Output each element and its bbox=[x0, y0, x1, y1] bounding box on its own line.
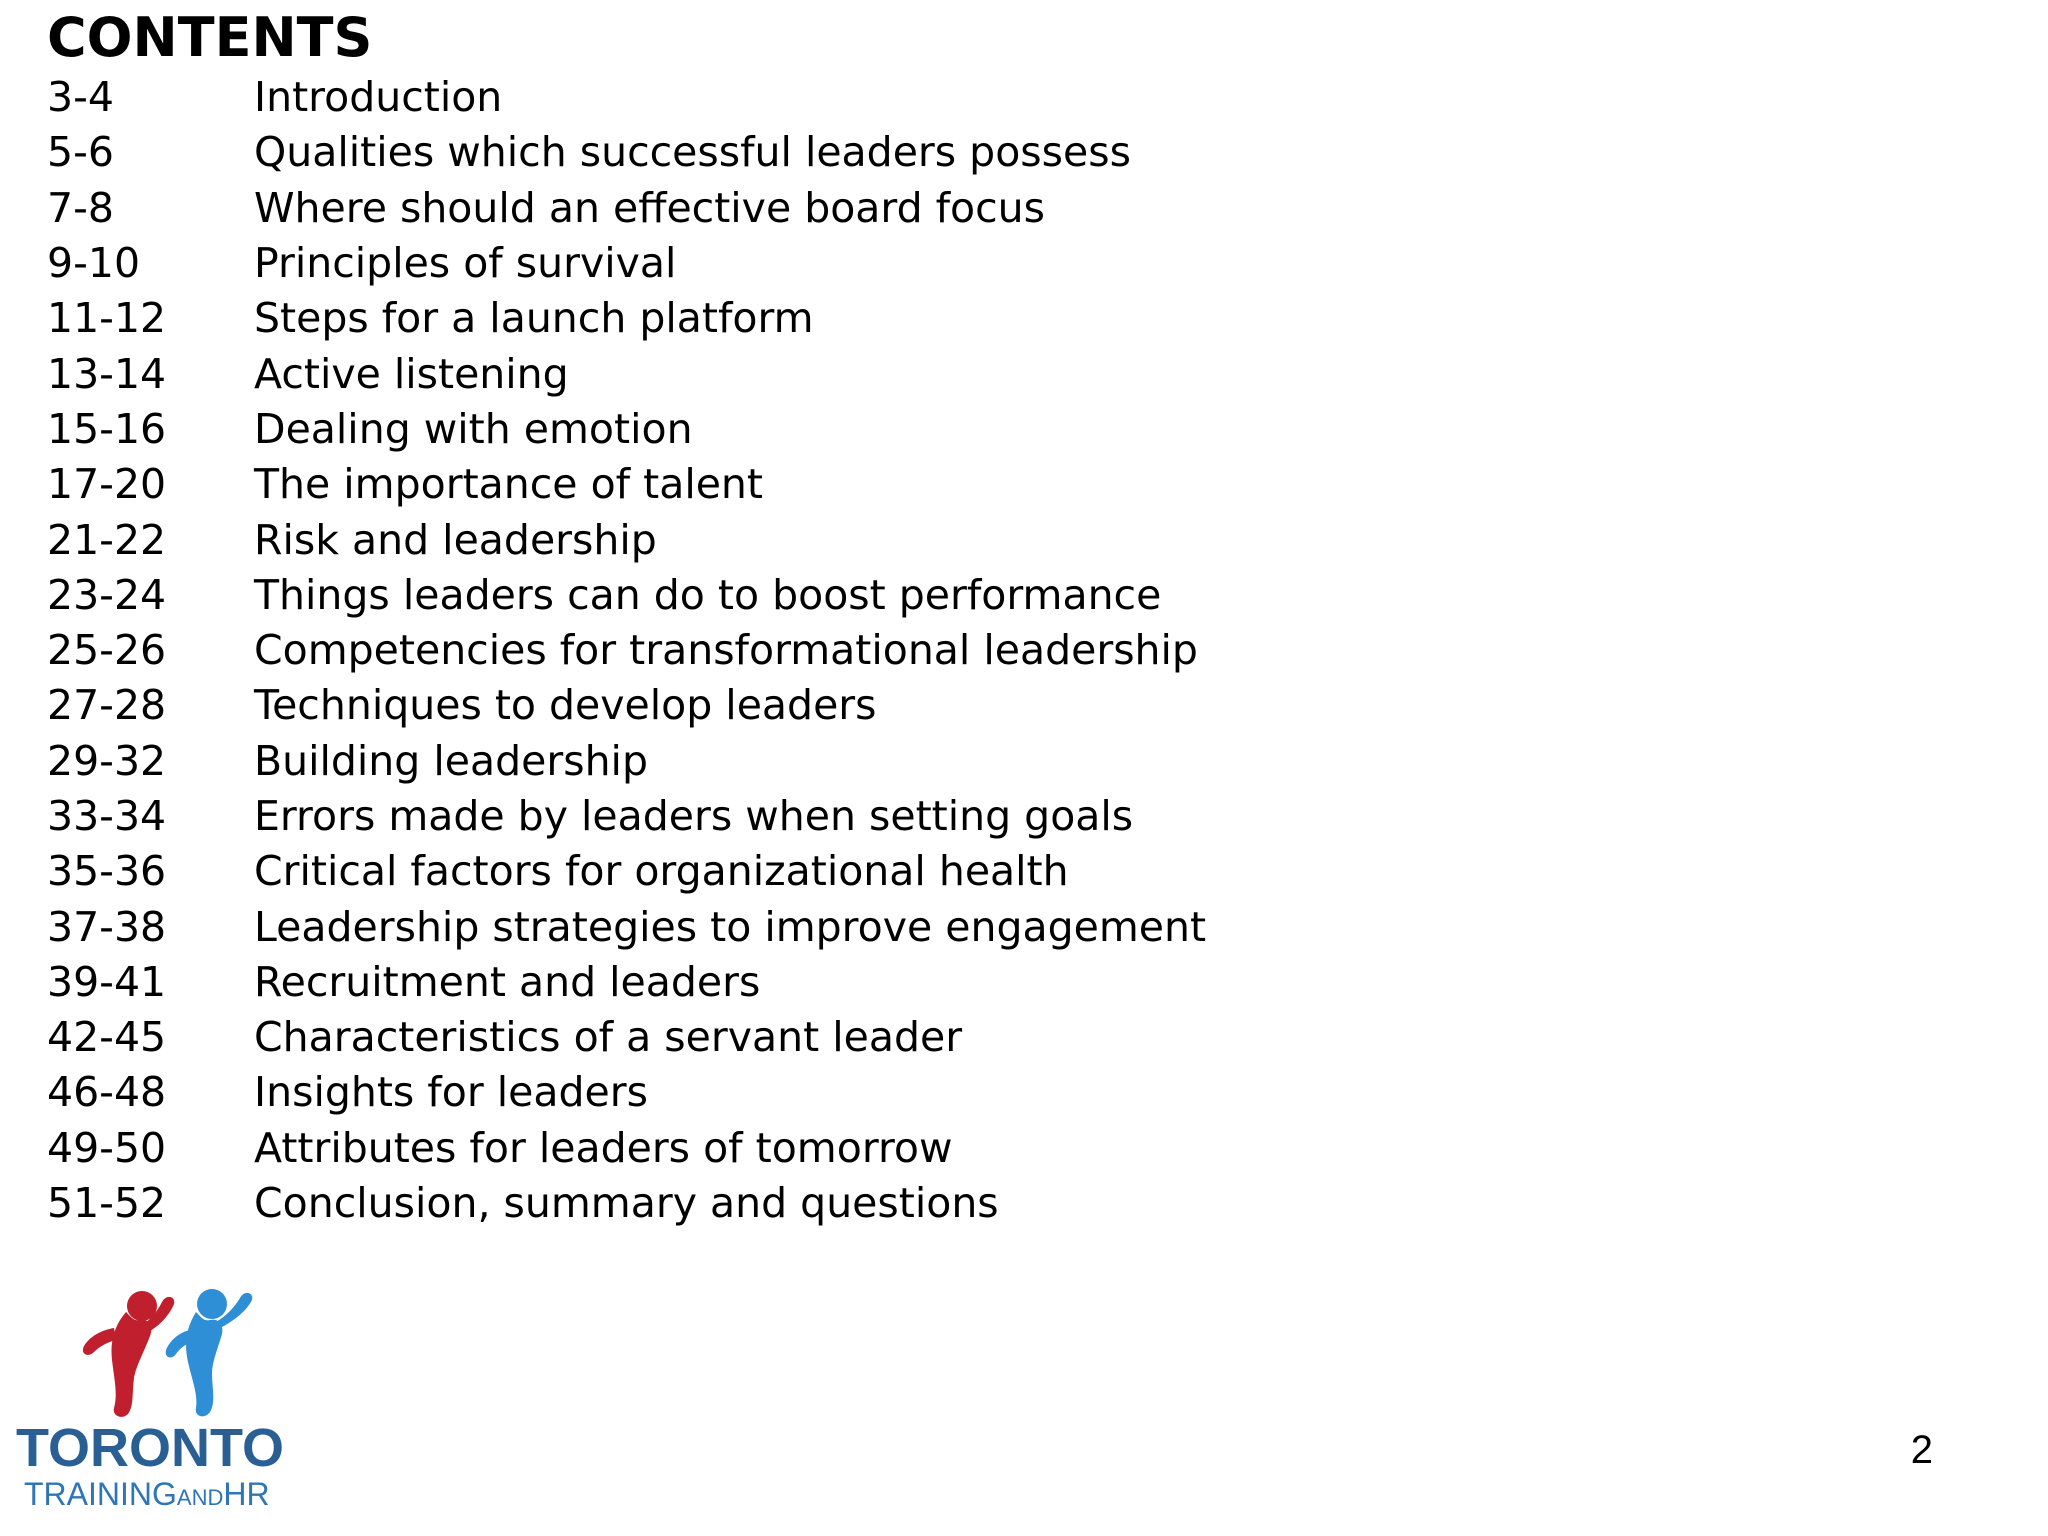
toc-page-range: 7-8 bbox=[47, 183, 114, 232]
toc-entry-title: Errors made by leaders when setting goals bbox=[254, 792, 1134, 840]
toc-row bbox=[47, 291, 1206, 346]
toc-row bbox=[47, 1065, 1206, 1120]
toc-row bbox=[47, 1176, 1206, 1231]
toc-page-range: 15-16 bbox=[47, 404, 167, 453]
toc-page-range: 3-4 bbox=[47, 73, 114, 122]
toc-row bbox=[47, 623, 1206, 678]
toc-page-range: 49-50 bbox=[47, 1123, 167, 1172]
toc-entry-title: Things leaders can do to boost performance bbox=[254, 570, 1162, 619]
toc-entry-title: The importance of talent bbox=[254, 460, 763, 509]
toc-row bbox=[47, 1010, 1206, 1065]
toc-page-range: 35-36 bbox=[47, 847, 167, 896]
toc-entry-title: Leadership strategies to improve engagement bbox=[254, 902, 1207, 951]
toc-page-range: 33-34 bbox=[47, 792, 167, 840]
toc-row bbox=[47, 457, 1206, 512]
toc-page-range: 5-6 bbox=[47, 128, 114, 177]
toc-entry-title: Steps for a launch platform bbox=[254, 294, 814, 343]
toc-entry-title: Insights for leaders bbox=[254, 1068, 648, 1117]
page-number: 2 bbox=[1910, 1428, 1933, 1472]
table-of-contents bbox=[47, 70, 1206, 1231]
toc-entry-title: Attributes for leaders of tomorrow bbox=[254, 1123, 953, 1172]
toc-row bbox=[47, 844, 1206, 899]
toc-page-range: 39-41 bbox=[47, 957, 167, 1006]
toc-entry-title: Characteristics of a servant leader bbox=[254, 1013, 963, 1062]
toc-entry-title: Risk and leadership bbox=[254, 515, 657, 564]
toc-page-range: 23-24 bbox=[47, 570, 167, 619]
toc-page-range: 11-12 bbox=[47, 294, 167, 343]
toc-page-range: 46-48 bbox=[47, 1068, 167, 1117]
toc-page-range: 9-10 bbox=[47, 239, 141, 288]
toc-row bbox=[47, 1121, 1206, 1176]
toc-row bbox=[47, 734, 1206, 789]
toc-entry-title: Building leadership bbox=[254, 736, 648, 785]
page-title: CONTENTS bbox=[47, 6, 373, 69]
two-figures-icon bbox=[14, 1282, 254, 1422]
toc-row bbox=[47, 181, 1206, 236]
toc-row bbox=[47, 125, 1206, 180]
logo-sub-training: TRAINING bbox=[24, 1476, 177, 1512]
toc-entry-title: Conclusion, summary and questions bbox=[254, 1179, 999, 1228]
toc-entry-title: Critical factors for organizational health bbox=[254, 847, 1069, 896]
toc-entry-title: Recruitment and leaders bbox=[254, 957, 761, 1006]
logo-subtitle bbox=[24, 1476, 270, 1516]
toc-row bbox=[47, 678, 1206, 733]
toc-row bbox=[47, 789, 1206, 844]
toc-row bbox=[47, 568, 1206, 623]
toc-page-range: 37-38 bbox=[47, 902, 167, 951]
toc-row bbox=[47, 512, 1206, 567]
toc-entry-title: Qualities which successful leaders possess bbox=[254, 128, 1131, 177]
toc-page-range: 21-22 bbox=[47, 515, 167, 564]
toc-entry-title: Where should an effective board focus bbox=[254, 183, 1046, 232]
toc-page-range: 25-26 bbox=[47, 626, 167, 675]
toc-row bbox=[47, 236, 1206, 291]
toc-page-range: 29-32 bbox=[47, 736, 167, 785]
logo-wordmark: TORONTO bbox=[16, 1418, 285, 1478]
toc-page-range: 27-28 bbox=[47, 681, 167, 730]
toc-page-range: 17-20 bbox=[47, 460, 167, 509]
logo-sub-hr: HR bbox=[223, 1476, 270, 1512]
toc-page-range: 42-45 bbox=[47, 1013, 167, 1062]
toc-row bbox=[47, 402, 1206, 457]
logo-sub-and: AND bbox=[176, 1485, 224, 1510]
toc-entry-title: Techniques to develop leaders bbox=[254, 681, 877, 730]
toc-page-range: 13-14 bbox=[47, 349, 167, 398]
toc-row bbox=[47, 899, 1206, 954]
company-logo bbox=[14, 1282, 304, 1522]
toc-entry-title: Dealing with emotion bbox=[254, 404, 693, 453]
toc-entry-title: Competencies for transformational leadership bbox=[254, 626, 1198, 675]
toc-page-range: 51-52 bbox=[47, 1179, 167, 1228]
toc-row bbox=[47, 955, 1206, 1010]
toc-entry-title: Active listening bbox=[254, 349, 569, 398]
toc-entry-title: Introduction bbox=[254, 73, 503, 122]
toc-row bbox=[47, 346, 1206, 401]
toc-row bbox=[47, 70, 1206, 125]
toc-entry-title: Principles of survival bbox=[254, 239, 677, 288]
